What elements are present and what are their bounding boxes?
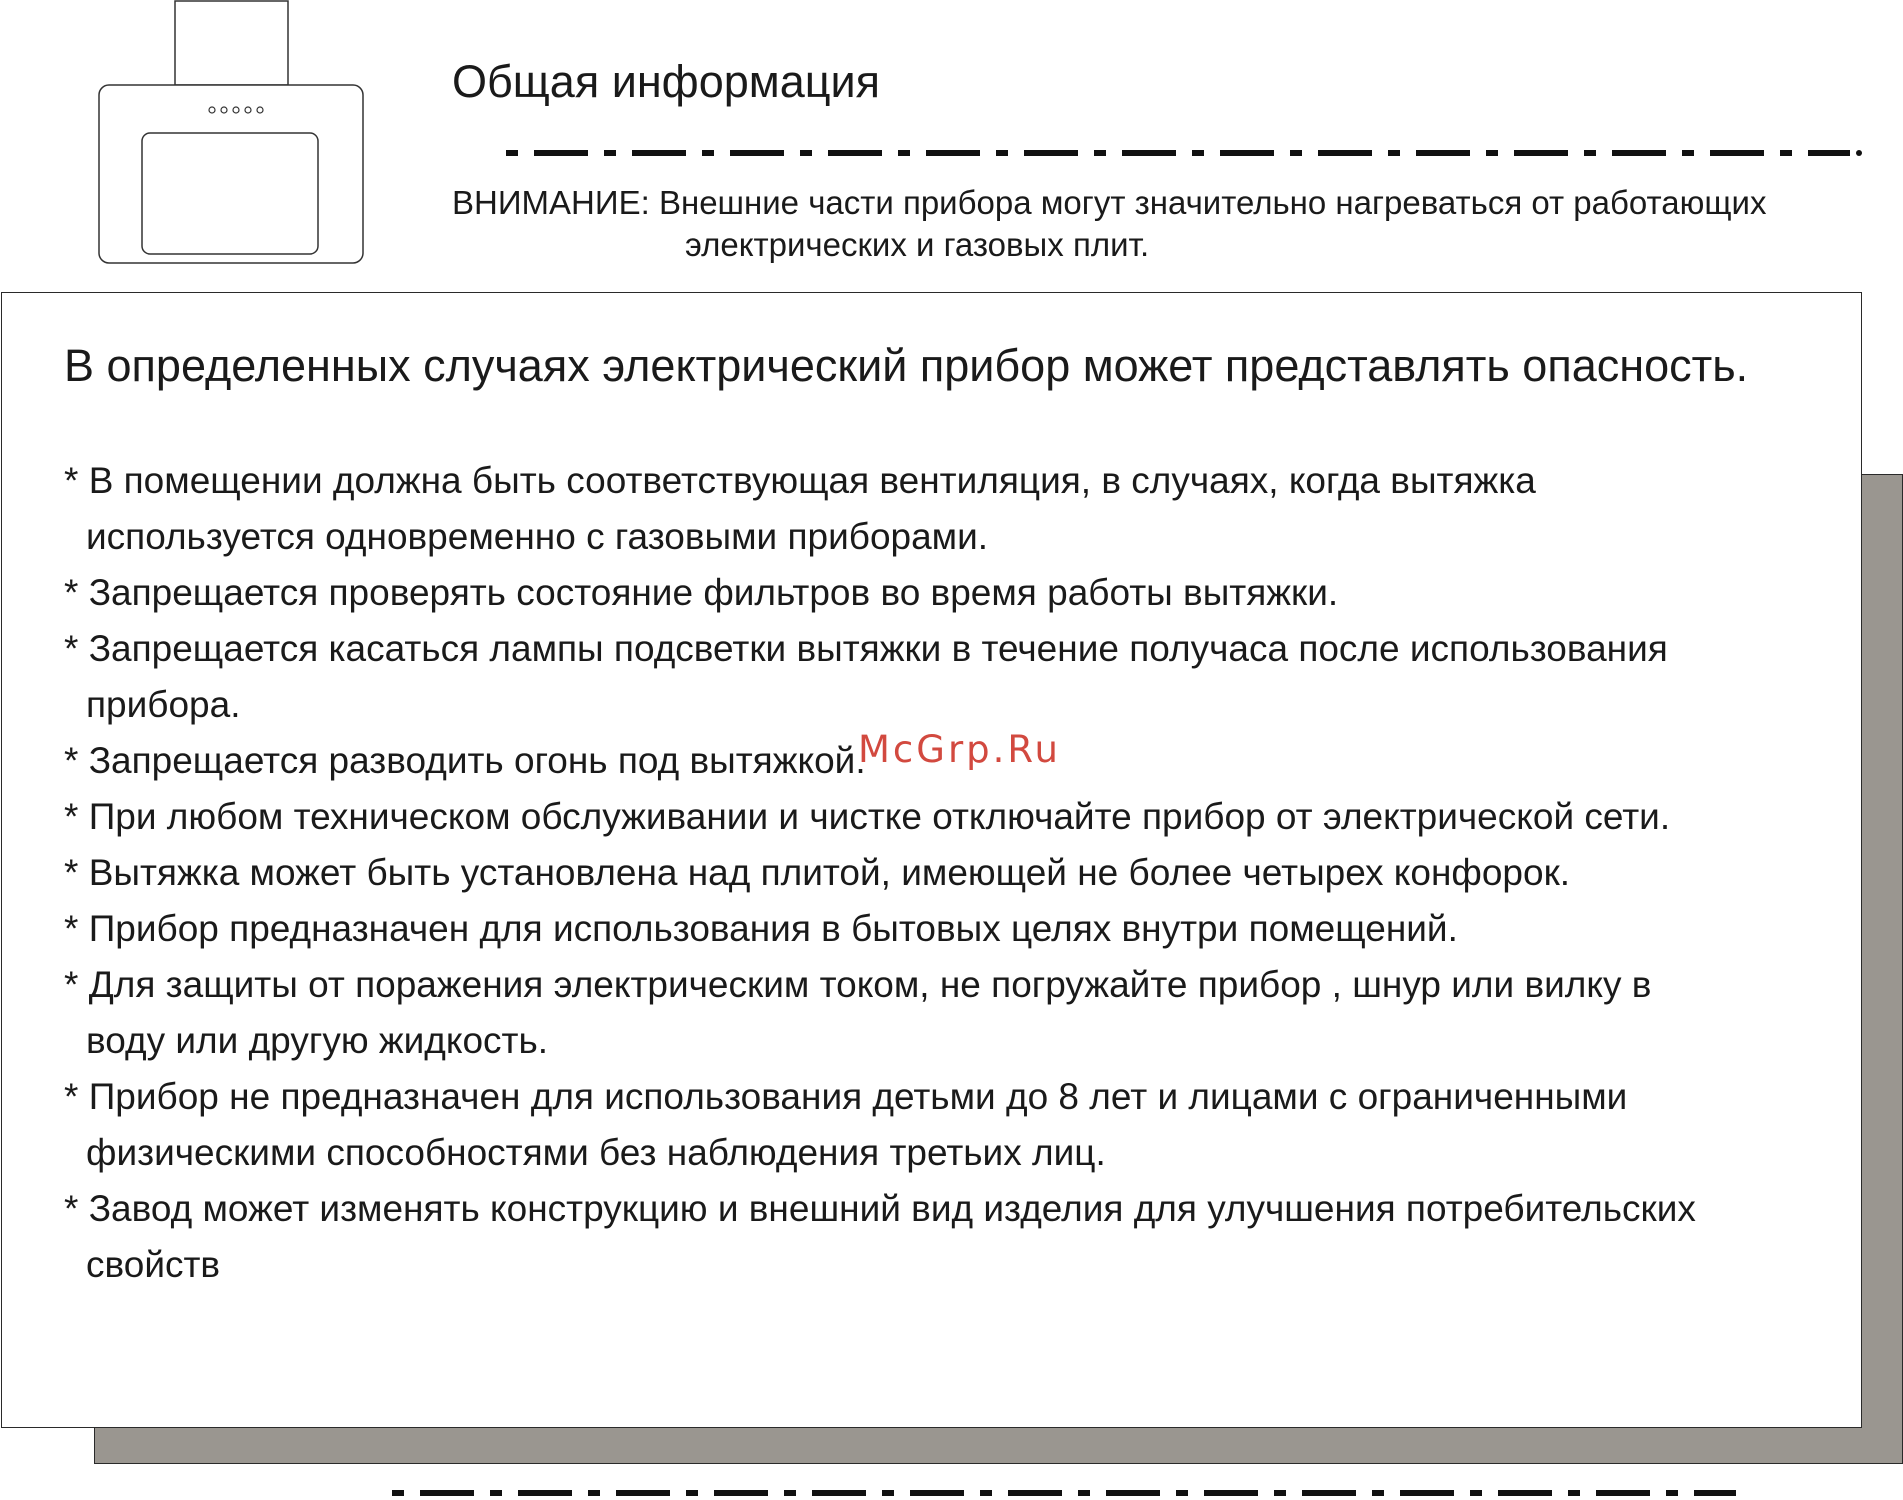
heat-warning [452,182,1892,266]
rule-item: * В помещении должна быть соответствующая вентиляция, в случаях, когда вытяжка используется одновременно с газовыми приборами. [64,453,1844,565]
rule-item: * Прибор не предназначен для использования детьми до 8 лет и лицами с ограниченными физическими способностями без наблюдения третьих лиц. [64,1069,1844,1181]
watermark: McGrp.Ru [858,728,1061,771]
rule-item: * Вытяжка может быть установлена над плитой, имеющей не более четырех конфорок. [64,845,1844,901]
footer-dash-divider [390,1486,1750,1500]
rule-item: * Запрещается разводить огонь под вытяжкой. [64,733,1844,789]
header-dash-divider [504,146,1864,160]
rule-item: * При любом техническом обслуживании и чистке отключайте прибор от электрической сети. [64,789,1844,845]
rule-item: * Прибор предназначен для использования в бытовых целях внутри помещений. [64,901,1844,957]
rule-item: * Завод может изменять конструкцию и внешний вид изделия для улучшения потребительских свойств [64,1181,1844,1293]
section-title: Общая информация [452,56,881,107]
rule-item: * Для защиты от поражения электрическим током, не погружайте прибор , шнур или вилку в воду или другую жидкость. [64,957,1844,1069]
safety-rules-list [64,453,1844,1293]
range-hood-icon [96,0,366,268]
warning-line-1: ВНИМАНИЕ: Внешние части прибора могут значительно нагреваться от работающих [452,184,1767,221]
safety-notice-box [1,292,1862,1428]
rule-item: * Запрещается проверять состояние фильтров во время работы вытяжки. [64,565,1844,621]
rule-item: * Запрещается касаться лампы подсветки вытяжки в течение получаса после использования прибора. [64,621,1844,733]
warning-line-2: электрических и газовых плит. [685,226,1150,263]
notice-lead: В определенных случаях электрический прибор может представлять опасность. [64,340,1749,391]
